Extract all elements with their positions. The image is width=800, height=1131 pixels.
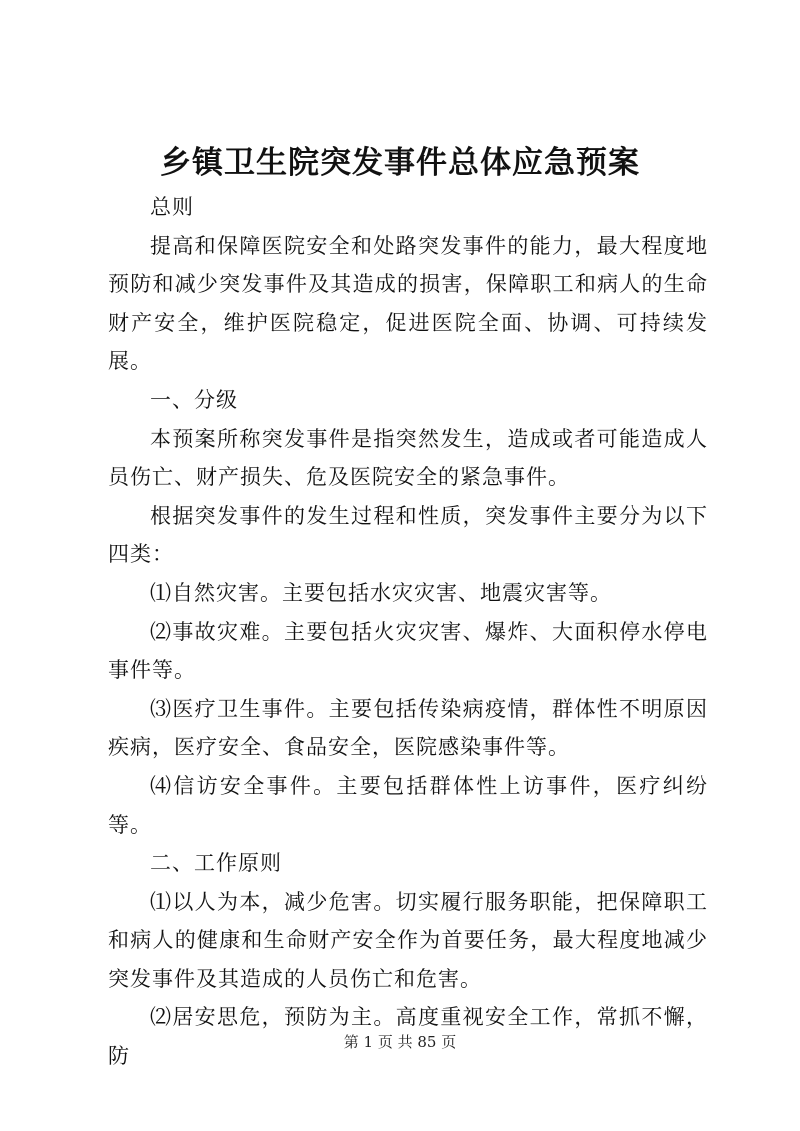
section-heading-principles: 二、工作原则	[150, 851, 282, 876]
paragraph: 提高和保障医院安全和处路突发事件的能力，最大程度地预防和减少突发事件及其造成的损害，保障职工和病人的生命财产安全，维护医院稳定，促进医院全面、协调、可持续发展。	[108, 233, 708, 374]
page-footer: 第 1 页 共 85 页	[343, 1033, 457, 1051]
document-title: 乡镇卫生院突发事件总体应急预案	[160, 145, 640, 181]
list-item: ⑵事故灾难。主要包括火灾灾害、爆炸、大面积停水停电事件等。	[108, 619, 708, 683]
document-body	[108, 188, 708, 1076]
section-heading-general: 总则	[150, 195, 194, 219]
list-item: ⑴自然灾害。主要包括水灾灾害、地震灾害等。	[150, 580, 612, 605]
paragraph: 根据突发事件的发生过程和性质，突发事件主要分为以下四类：	[108, 503, 708, 567]
list-item: ⑷信访安全事件。主要包括群体性上访事件，医疗纠纷等。	[108, 773, 708, 837]
section-heading-classification: 一、分级	[150, 387, 238, 412]
list-item: ⑵居安思危，预防为主。高度重视安全工作，常抓不懈，防	[108, 1005, 708, 1069]
list-item: ⑶医疗卫生事件。主要包括传染病疫情，群体性不明原因疾病，医疗安全、食品安全，医院感染事件等。	[108, 696, 708, 760]
paragraph: 本预案所称突发事件是指突然发生，造成或者可能造成人员伤亡、财产损失、危及医院安全的紧急事件。	[108, 426, 708, 490]
list-item: ⑴以人为本，减少危害。切实履行服务职能，把保障职工和病人的健康和生命财产安全作为首要任务，最大程度地减少突发事件及其造成的人员伤亡和危害。	[108, 889, 708, 991]
